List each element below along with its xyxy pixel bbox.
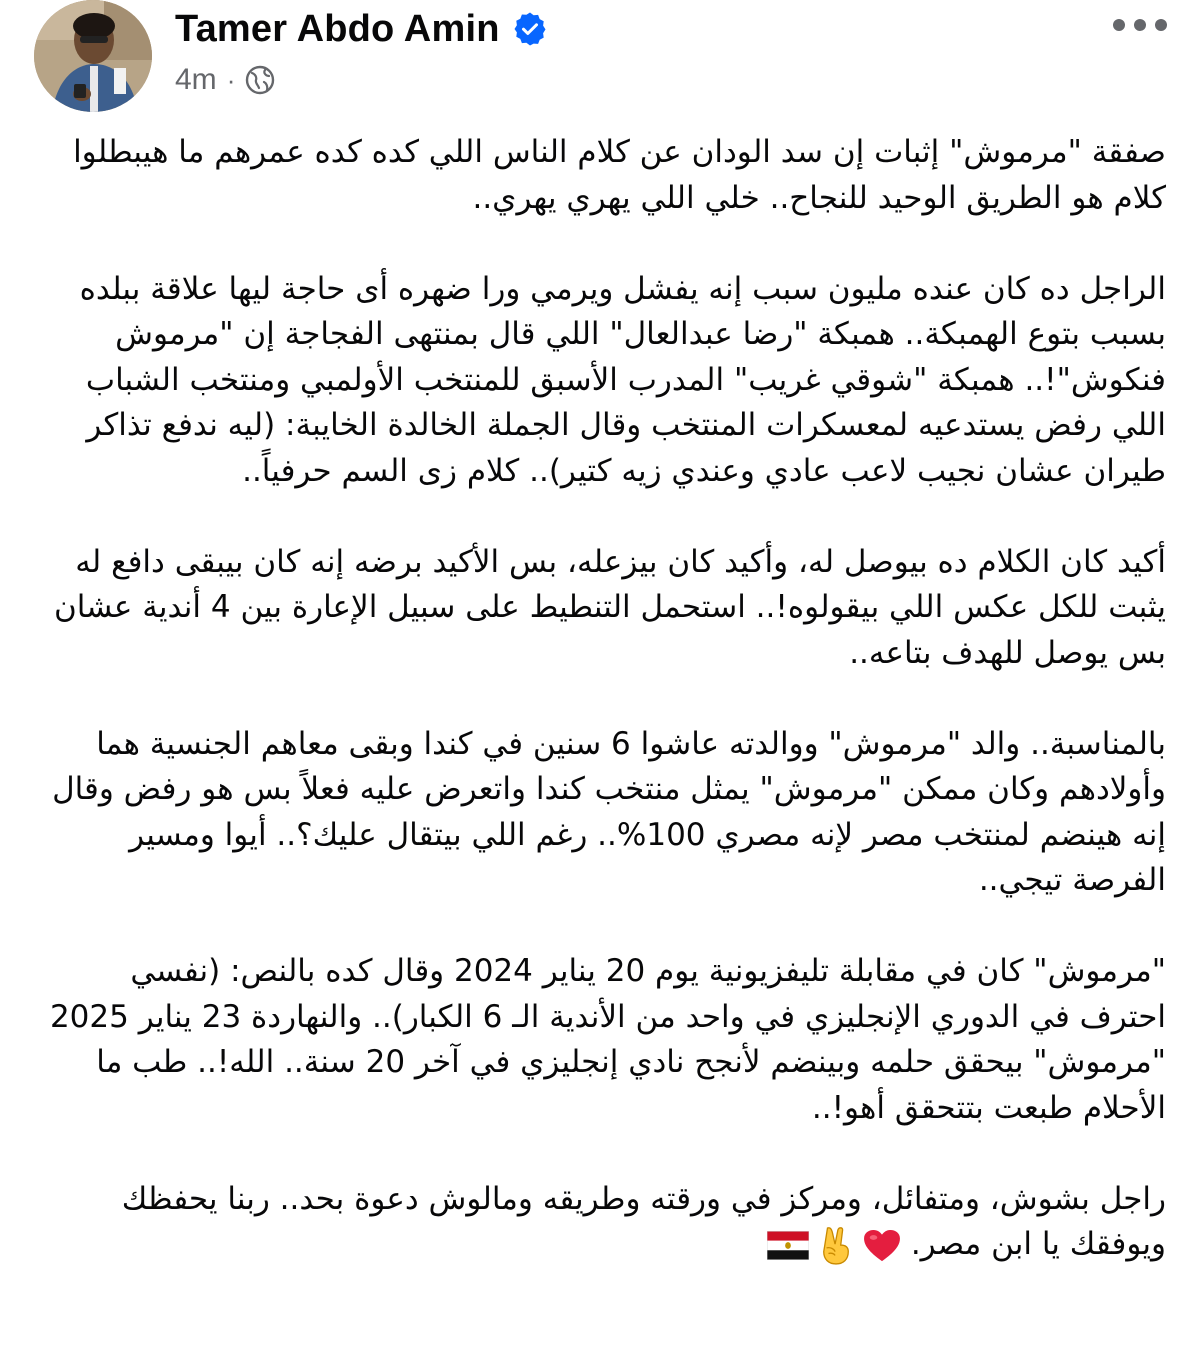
post-paragraph: صفقة "مرموش" إثبات إن سد الودان عن كلام الناس اللي كده كده عمرهم ما هيبطلوا كلام هو الطريق الوحيد للنجاح.. خلي اللي يهري يهري.. [73, 134, 1166, 216]
post-paragraph: أكيد كان الكلام ده بيوصل له، وأكيد كان بيزعله، بس الأكيد برضه إنه كان بيبقى دافع له يثبت للكل عكس اللي بيقولوه!.. استحمل التنطيط على سبيل الإعارة بين 4 أندية عشان بس يوصل للهدف بتاعه.. [54, 543, 1166, 671]
post-paragraph: راجل بشوش، ومتفائل، ومركز في ورقته وطريقه ومالوش دعوة بحد.. ربنا يحفظك ويوفقك يا ابن مصر. [121, 1180, 1166, 1262]
avatar[interactable] [34, 0, 152, 112]
post-timestamp[interactable]: 4m [175, 63, 217, 96]
verified-badge-icon [512, 11, 548, 47]
more-options-button[interactable] [1110, 6, 1170, 46]
post-header [0, 0, 1200, 120]
post-paragraph: "مرموش" كان في مقابلة تليفزيونية يوم 20 يناير 2024 وقال كده بالنص: (نفسي احترف في الدوري الإنجليزي في واحد من الأندية الـ 6 الكبار).. والنهاردة 23 يناير 2025 "مرموش" بيحقق حلمه وبينضم لأنجح نادي إنجليزي في آخر 20 سنة.. الله!.. طب ما الأحلام طبعت بتتحقق أهو!.. [49, 953, 1166, 1126]
post-text [36, 130, 1166, 1268]
globe-icon[interactable] [245, 65, 275, 95]
author-row [175, 4, 548, 54]
post-paragraph: بالمناسبة.. والد "مرموش" ووالدته عاشوا 6 سنين في كندا وبقى معاهم الجنسية هما وأولادهم وكان ممكن "مرموش" يمثل منتخب كندا واتعرض عليه فعلاً بس هو رفض وقال إنه هينضم لمنتخب مصر لإنه مصري 100%.. رغم اللي بيتقال عليك؟.. أيوا ومسير الفرصة تيجي.. [52, 725, 1166, 898]
more-horizontal-icon [1112, 17, 1168, 36]
post-paragraph: الراجل ده كان عنده مليون سبب إنه يفشل ويرمي ورا ضهره أى حاجة ليها علاقة ببلده بسبب بتوع الهمبكة.. همبكة "رضا عبدالعال" اللي قال بمنتهى الفجاجة إن "مرموش فنكوش"!.. همبكة "شوقي غريب" المدرب الأسبق للمنتخب الأولمبي ومنتخب الشباب اللي رفض يستدعيه لمعسكرات المنتخب وقال الجملة الخالدة الخايبة: (ليه ندفع تذاكر طيران عشان نجيب لاعب عادي وعندي زيه كتير).. كلام زى السم حرفياً.. [79, 270, 1166, 489]
author-name[interactable]: Tamer Abdo Amin [175, 7, 500, 50]
closing-paragraph [36, 1177, 1166, 1268]
post-meta [175, 58, 275, 102]
victory-hand-icon [819, 1226, 853, 1266]
meta-separator: · [226, 65, 236, 95]
egypt-flag-icon [767, 1231, 809, 1260]
red-heart-icon [863, 1229, 901, 1263]
